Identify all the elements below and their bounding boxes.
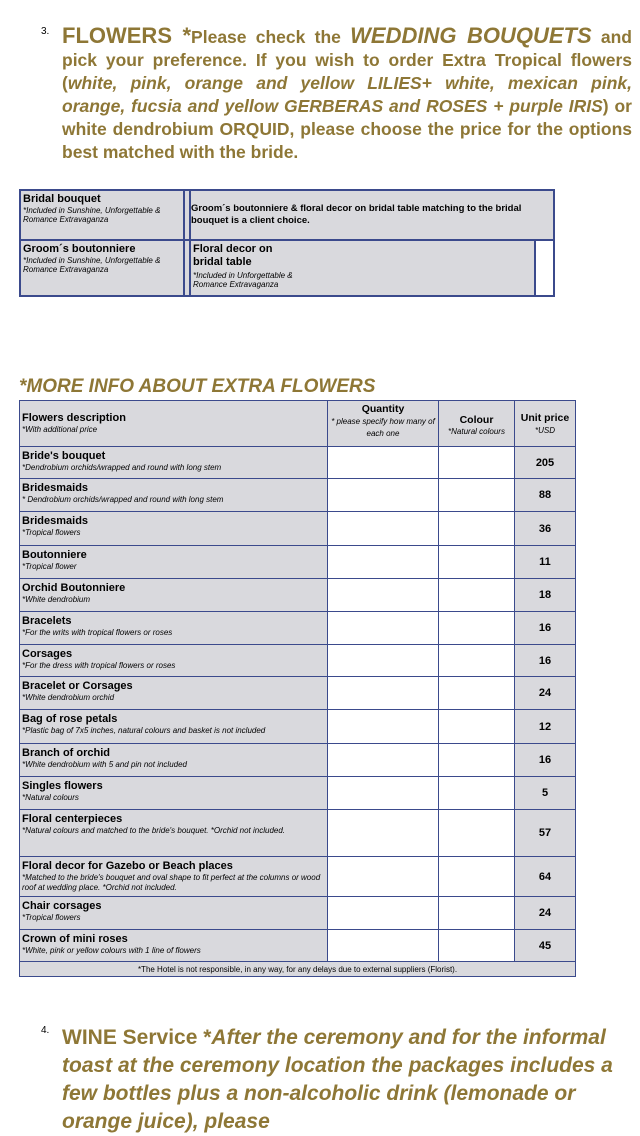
- table-row: [20, 512, 576, 546]
- unit-price: 24: [515, 677, 576, 710]
- unit-price: 57: [515, 810, 576, 857]
- unit-price: 16: [515, 744, 576, 777]
- table-footer-row: [20, 962, 576, 977]
- unit-price: 64: [515, 857, 576, 897]
- bridal-bouquet-title: Bridal bouquet: [23, 193, 101, 205]
- flower-title: Bridesmaids: [22, 482, 89, 494]
- quantity-cell[interactable]: [328, 710, 439, 744]
- flower-title: Bag of rose petals: [22, 713, 118, 725]
- header-description: [20, 401, 328, 447]
- flower-description: [20, 512, 328, 546]
- extra-flowers-table: [19, 400, 576, 977]
- floral-decor-cell[interactable]: [190, 240, 535, 296]
- floral-decor-check[interactable]: [535, 240, 554, 296]
- table-row: [20, 479, 576, 512]
- table-row: [20, 645, 576, 677]
- flower-note: *Natural colours and matched to the bride's bouquet. *Orchid not included.: [22, 826, 286, 835]
- header-unit-price: [515, 401, 576, 447]
- header-colour: [439, 401, 515, 447]
- colour-cell[interactable]: [439, 930, 515, 962]
- flower-title: Crown of mini roses: [22, 933, 128, 945]
- text-2: and pick your preference. If you wish to order Extra Tropical flowers (: [62, 27, 632, 93]
- flower-title: Chair corsages: [22, 900, 102, 912]
- bouquet-table: [19, 189, 555, 297]
- flower-note: *Natural colours: [22, 793, 79, 802]
- colour-cell[interactable]: [439, 810, 515, 857]
- flower-title: Floral centerpieces: [22, 813, 123, 825]
- quantity-cell[interactable]: [328, 810, 439, 857]
- flower-title: Bracelets: [22, 615, 72, 627]
- unit-price: 11: [515, 546, 576, 579]
- colour-cell[interactable]: [439, 579, 515, 612]
- wine-heading: WINE Service *: [62, 1026, 212, 1049]
- flower-title: Branch of orchid: [22, 747, 111, 759]
- supplier-disclaimer: *The Hotel is not responsible, in any way, for any delays due to external suppliers (Florist).: [20, 962, 576, 977]
- quantity-cell[interactable]: [328, 777, 439, 810]
- flower-title: Bride's bouquet: [22, 450, 106, 462]
- table-row: [20, 810, 576, 857]
- flower-list: white, pink, orange and yellow LILIES+ white, mexican pink, orange, fucsia and yellow GERBERAS and ROSES + purple IRIS: [62, 73, 632, 116]
- header-quantity-title: Quantity: [361, 403, 405, 415]
- flower-note: *Dendrobium orchids/wrapped and round with long stem: [22, 463, 222, 472]
- quantity-cell[interactable]: [328, 546, 439, 579]
- flower-title: Singles flowers: [22, 780, 103, 792]
- quantity-cell[interactable]: [328, 645, 439, 677]
- flower-description: [20, 612, 328, 645]
- flower-title: Corsages: [22, 648, 73, 660]
- flower-note: *Matched to the bride's bouquet and oval shape to fit perfect at the columns or wood roof at wedding place. *Orchid not included.: [22, 873, 321, 892]
- unit-price: 88: [515, 479, 576, 512]
- client-choice-note: Groom´s boutonniere & floral decor on bridal table matching to the bridal bouquet is a client choice.: [190, 190, 554, 240]
- quantity-cell[interactable]: [328, 447, 439, 479]
- flower-note: *White dendrobium orchid: [22, 693, 115, 702]
- flower-description: [20, 897, 328, 930]
- table-header-row: [20, 401, 576, 447]
- quantity-cell[interactable]: [328, 897, 439, 930]
- table-row: [20, 897, 576, 930]
- floral-decor-title: Floral decor on bridal table: [193, 243, 273, 268]
- colour-cell[interactable]: [439, 744, 515, 777]
- table-row: [20, 777, 576, 810]
- unit-price: 5: [515, 777, 576, 810]
- colour-cell[interactable]: [439, 777, 515, 810]
- section-4-number: 4.: [41, 1025, 50, 1036]
- groom-boutonniere-title: Groom´s boutonniere: [23, 243, 136, 255]
- colour-cell[interactable]: [439, 857, 515, 897]
- section-3-number: 3.: [41, 26, 50, 37]
- table-row: [20, 546, 576, 579]
- flower-note: *Tropical flowers: [22, 528, 81, 537]
- section-4-heading: [62, 1024, 632, 1136]
- flower-description: [20, 677, 328, 710]
- quantity-cell[interactable]: [328, 612, 439, 645]
- flower-title: Bracelet or Corsages: [22, 680, 133, 692]
- quantity-cell[interactable]: [328, 857, 439, 897]
- colour-cell[interactable]: [439, 677, 515, 710]
- colour-cell[interactable]: [439, 897, 515, 930]
- header-colour-note: *Natural colours: [448, 426, 505, 436]
- flower-description: [20, 710, 328, 744]
- flower-note: *White dendrobium: [22, 595, 91, 604]
- flower-description: [20, 857, 328, 897]
- flower-description: [20, 447, 328, 479]
- table-row: [20, 930, 576, 962]
- table-row: [20, 447, 576, 479]
- header-description-note: *With additional price: [22, 424, 98, 434]
- colour-cell[interactable]: [439, 512, 515, 546]
- unit-price: 205: [515, 447, 576, 479]
- unit-price: 45: [515, 930, 576, 962]
- flower-description: [20, 645, 328, 677]
- colour-cell[interactable]: [439, 479, 515, 512]
- flower-note: *For the dress with tropical flowers or roses: [22, 661, 176, 670]
- flower-description: [20, 546, 328, 579]
- colour-cell[interactable]: [439, 710, 515, 744]
- header-colour-title: Colour: [459, 413, 494, 426]
- quantity-cell[interactable]: [328, 579, 439, 612]
- flower-note: *White, pink or yellow colours with 1 line of flowers: [22, 946, 201, 955]
- flower-note: *Tropical flowers: [22, 913, 81, 922]
- flower-description: [20, 479, 328, 512]
- unit-price: 16: [515, 645, 576, 677]
- wedding-bouquets-text: WEDDING BOUQUETS: [350, 23, 592, 48]
- text-1: Please check the: [191, 27, 351, 47]
- colour-cell[interactable]: [439, 447, 515, 479]
- text-3: ) or white dendrobium ORQUID, please choose the price for the options best matched with the bride.: [62, 96, 632, 162]
- table-row: [20, 710, 576, 744]
- table-row: [20, 677, 576, 710]
- flower-description: [20, 810, 328, 857]
- colour-cell[interactable]: [439, 546, 515, 579]
- unit-price: 18: [515, 579, 576, 612]
- bridal-bouquet-note: *Included in Sunshine, Unforgettable & Romance Extravaganza: [23, 206, 161, 224]
- quantity-cell[interactable]: [328, 479, 439, 512]
- unit-price: 16: [515, 612, 576, 645]
- flower-note: *Plastic bag of 7x5 inches, natural colours and basket is not included: [22, 726, 266, 735]
- table-row: [20, 857, 576, 897]
- unit-price: 24: [515, 897, 576, 930]
- header-quantity: [328, 401, 439, 447]
- table-row: [20, 612, 576, 645]
- more-info-title: *MORE INFO ABOUT EXTRA FLOWERS: [19, 376, 376, 397]
- flowers-heading: FLOWERS *: [62, 23, 192, 48]
- flower-description: [20, 777, 328, 810]
- header-quantity-note: * please specify how many of each one: [331, 417, 435, 438]
- groom-boutonniere-note: *Included in Sunshine, Unforgettable & Romance Extravaganza: [23, 256, 161, 274]
- flower-title: Bridesmaids: [22, 515, 89, 527]
- flower-description: [20, 930, 328, 962]
- flower-title: Orchid Boutonniere: [22, 582, 126, 594]
- header-description-title: Flowers description: [22, 411, 126, 424]
- colour-cell[interactable]: [439, 612, 515, 645]
- wine-text: After the ceremony and for the informal toast at the ceremony location the packages includes a few bottles plus a non-alcoholic drink (lemonade or orange juice), please: [62, 1026, 613, 1133]
- groom-boutonniere-cell[interactable]: [20, 240, 184, 296]
- quantity-cell[interactable]: [328, 512, 439, 546]
- header-price-note: *USD: [534, 426, 555, 435]
- flower-note: *For the writs with tropical flowers or roses: [22, 628, 173, 637]
- quantity-cell[interactable]: [328, 744, 439, 777]
- flower-title: Floral decor for Gazebo or Beach places: [22, 860, 233, 872]
- quantity-cell[interactable]: [328, 930, 439, 962]
- header-price-title: Unit price: [520, 412, 570, 424]
- flower-note: *White dendrobium with 5 and pin not included: [22, 760, 187, 769]
- flower-title: Boutonniere: [22, 549, 87, 561]
- flower-description: [20, 744, 328, 777]
- flower-note: *Tropical flower: [22, 562, 77, 571]
- quantity-cell[interactable]: [328, 677, 439, 710]
- colour-cell[interactable]: [439, 645, 515, 677]
- flower-note: * Dendrobium orchids/wrapped and round with long stem: [22, 495, 224, 504]
- unit-price: 36: [515, 512, 576, 546]
- flower-description: [20, 579, 328, 612]
- floral-decor-note: *Included in Unforgettable & Romance Extravaganza: [193, 271, 293, 289]
- section-3-heading: [62, 24, 632, 164]
- unit-price: 12: [515, 710, 576, 744]
- bridal-bouquet-cell[interactable]: [20, 190, 184, 240]
- table-row: [20, 744, 576, 777]
- table-row: [20, 579, 576, 612]
